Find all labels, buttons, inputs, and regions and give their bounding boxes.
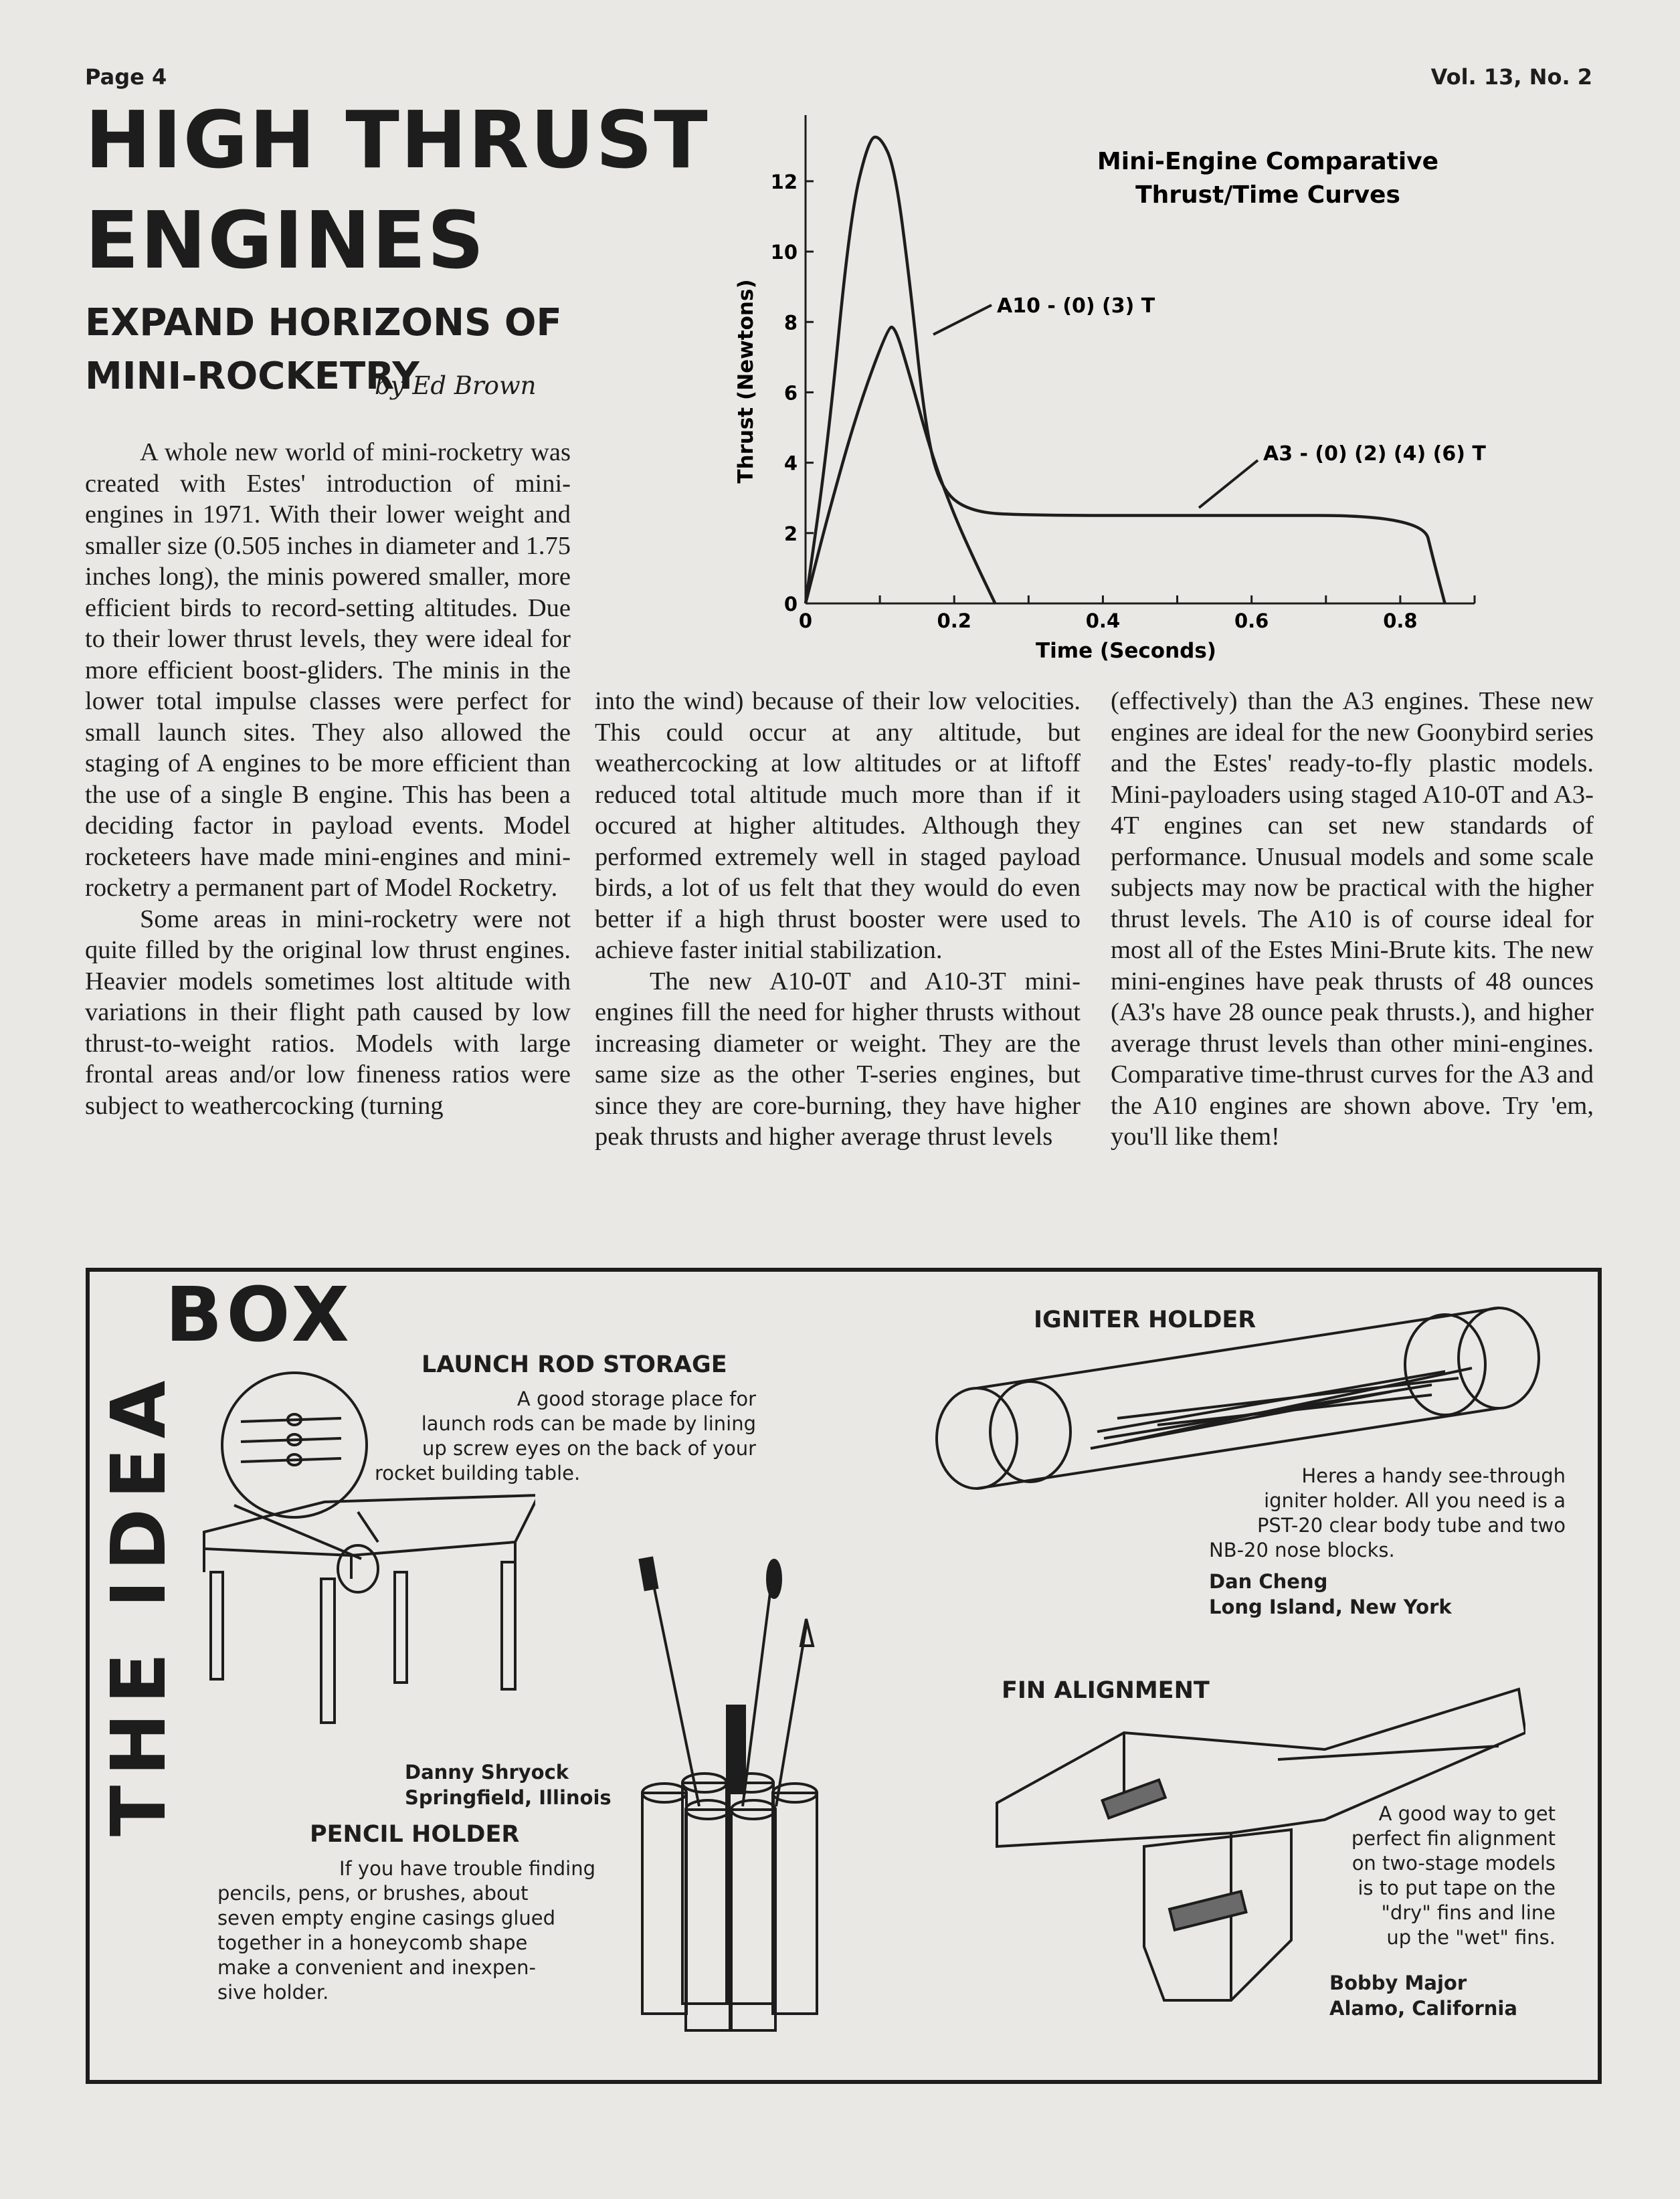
chart-ticks <box>771 171 1475 632</box>
y-tick-label: 8 <box>783 311 798 334</box>
author-location: Alamo, California <box>1329 1997 1517 2020</box>
byline: by Ed Brown <box>375 371 537 400</box>
article-paragraph: (effectively) than the A3 engines. These new engines are ideal for the new Goonybird series and the Estes' ready-to-fly plastic models. Mini-payloaders using staged A10-0T and A3-4T engines can set new standards of performance. Unusual models and some scale subjects may now be practical with the higher thrust levels. The A10 is of course ideal for most all of the Estes Mini-Brute kits. The new mini-engines have peak thrusts of 48 ounces (A3's have 28 ounce peak thrusts.), and higher average thrust levels than other mini-engines. Comparative time-thrust curves for the A3 and the A10 engines are shown above. Try 'em, you'll like them! <box>1111 687 1594 1151</box>
igniter-holder-text <box>1164 1464 1566 1563</box>
chart-x-axis-label: Time (Seconds) <box>1036 639 1216 663</box>
x-tick-label: 0 <box>798 609 813 632</box>
idea-box-title-box: BOX <box>165 1272 353 1359</box>
text-line: sive holder. <box>217 1981 329 2004</box>
author-location: Long Island, New York <box>1209 1596 1452 1618</box>
text-line: make a convenient and inexpen- <box>217 1956 536 1979</box>
y-tick-label: 10 <box>770 241 798 264</box>
author-name: Dan Cheng <box>1209 1570 1328 1593</box>
a10-series-label: A10 - (0) (3) T <box>997 294 1155 318</box>
pencil-holder-text <box>217 1856 595 2005</box>
igniter-holder-attribution <box>1209 1569 1452 1620</box>
article-column-2 <box>595 686 1081 1153</box>
launch-rod-heading: LAUNCH ROD STORAGE <box>422 1351 727 1378</box>
article-column-1 <box>85 437 571 1121</box>
text-line: together in a honeycomb shape <box>217 1931 528 1954</box>
fin-alignment-heading: FIN ALIGNMENT <box>1002 1677 1210 1704</box>
subheadline-line-1: EXPAND HORIZONS OF <box>85 301 562 345</box>
launch-rod-attribution <box>405 1759 612 1810</box>
idea-box-title-vertical: THE IDEA <box>96 1371 183 1836</box>
pencil-holder-illustration <box>626 1552 840 2040</box>
headline-line-1: HIGH THRUST <box>85 94 709 186</box>
y-tick-label: 4 <box>783 452 798 475</box>
text-line: up screw eyes on the back of your <box>422 1437 756 1460</box>
a3-leader-line <box>1199 460 1258 508</box>
text-line: up the "wet" fins. <box>1386 1926 1556 1949</box>
article-column-3 <box>1111 686 1594 1153</box>
y-tick-label: 2 <box>783 522 798 545</box>
text-line: perfect fin alignment <box>1351 1827 1556 1850</box>
text-line: NB-20 nose blocks. <box>1209 1539 1395 1561</box>
text-line: launch rods can be made by lining <box>421 1412 756 1435</box>
text-line: on two-stage models <box>1351 1852 1556 1875</box>
author-name: Danny Shryock <box>405 1761 569 1784</box>
y-tick-label: 6 <box>783 381 798 405</box>
text-line: is to put tape on the <box>1358 1877 1556 1899</box>
text-line: If you have trouble finding <box>339 1857 595 1880</box>
x-tick-label: 0.6 <box>1234 609 1269 632</box>
y-tick-label: 12 <box>770 170 798 193</box>
text-line: igniter holder. All you need is a <box>1264 1489 1566 1512</box>
article-paragraph: into the wind) because of their low velocities. This could occur at any altitude, but weathercocking at low altitudes or at liftoff reduced total altitude much more than if it occured at higher altitudes. Although they performed extremely well in staged payload birds, a lot of us felt that they would do even better if a high thrust booster were used to achieve faster initial stabilization. <box>595 687 1081 964</box>
igniter-holder-heading: IGNITER HOLDER <box>1034 1307 1256 1333</box>
text-line: "dry" fins and line <box>1381 1901 1556 1924</box>
x-tick-label: 0.2 <box>937 609 971 632</box>
subheadline-line-2: MINI-ROCKETRY <box>85 355 419 398</box>
headline-line-2: ENGINES <box>85 194 486 286</box>
author-location: Springfield, Illinois <box>405 1786 612 1809</box>
y-tick-label: 0 <box>783 593 798 615</box>
thrust-time-chart <box>723 94 1512 676</box>
text-line: Heres a handy see-through <box>1301 1464 1566 1487</box>
chart-title-line-1: Mini-Engine Comparative <box>1097 148 1439 175</box>
page-number: Page 4 <box>85 64 167 90</box>
idea-box-title-vertical-wrap <box>96 1288 189 1836</box>
chart-title-line-2: Thrust/Time Curves <box>1135 181 1400 209</box>
x-tick-label: 0.8 <box>1383 609 1418 632</box>
text-line: rocket building table. <box>375 1462 581 1485</box>
volume-number: Vol. 13, No. 2 <box>1430 64 1592 90</box>
article-paragraph: The new A10-0T and A10-3T mini-engines fill the need for higher thrusts without increasing diameter or weight. They are the same size as the other T-series engines, but since they are core-burning, they have higher peak thrusts and higher average thrust levels <box>595 967 1081 1151</box>
fin-alignment-text <box>1328 1802 1556 1950</box>
a10-leader-line <box>933 305 992 334</box>
chart-y-axis-label: Thrust (Newtons) <box>734 279 758 484</box>
article-paragraph: A whole new world of mini-rocketry was created with Estes' introduction of mini-engines in 1971. With their lower weight and smaller size (0.505 inches in diameter and 1.75 inches long), the minis powered smaller, more efficient birds to record-setting altitudes. Due to their lower thrust levels, they were ideal for more efficient boost-gliders. The minis in the lower total impulse classes were perfect for small launch sites. They also allowed the staging of A engines to be more efficient than the use of a single B engine. This has been a deciding factor in payload events. Model rocketeers have made mini-engines and mini-rocketry a permanent part of Model Rocketry. <box>85 438 571 902</box>
fin-alignment-attribution <box>1329 1970 1517 2021</box>
text-line: A good way to get <box>1378 1802 1556 1825</box>
author-name: Bobby Major <box>1329 1972 1467 1994</box>
text-line: PST-20 clear body tube and two <box>1256 1514 1566 1537</box>
pencil-holder-heading: PENCIL HOLDER <box>310 1821 520 1848</box>
text-line: A good storage place for <box>517 1388 756 1410</box>
text-line: pencils, pens, or brushes, about <box>217 1882 529 1905</box>
article-paragraph: Some areas in mini-rocketry were not quite filled by the original low thrust engines. Heavier models sometimes lost altitude with variations in their flight path caused by low thrust-to-weight ratios. Models with large frontal areas and/or low fineness ratios were subject to weathercocking (turning <box>85 904 571 1120</box>
text-line: seven empty engine casings glued <box>217 1907 556 1929</box>
launch-rod-table-illustration <box>201 1371 535 1759</box>
x-tick-label: 0.4 <box>1085 609 1121 632</box>
a3-series-label: A3 - (0) (2) (4) (6) T <box>1263 442 1486 466</box>
